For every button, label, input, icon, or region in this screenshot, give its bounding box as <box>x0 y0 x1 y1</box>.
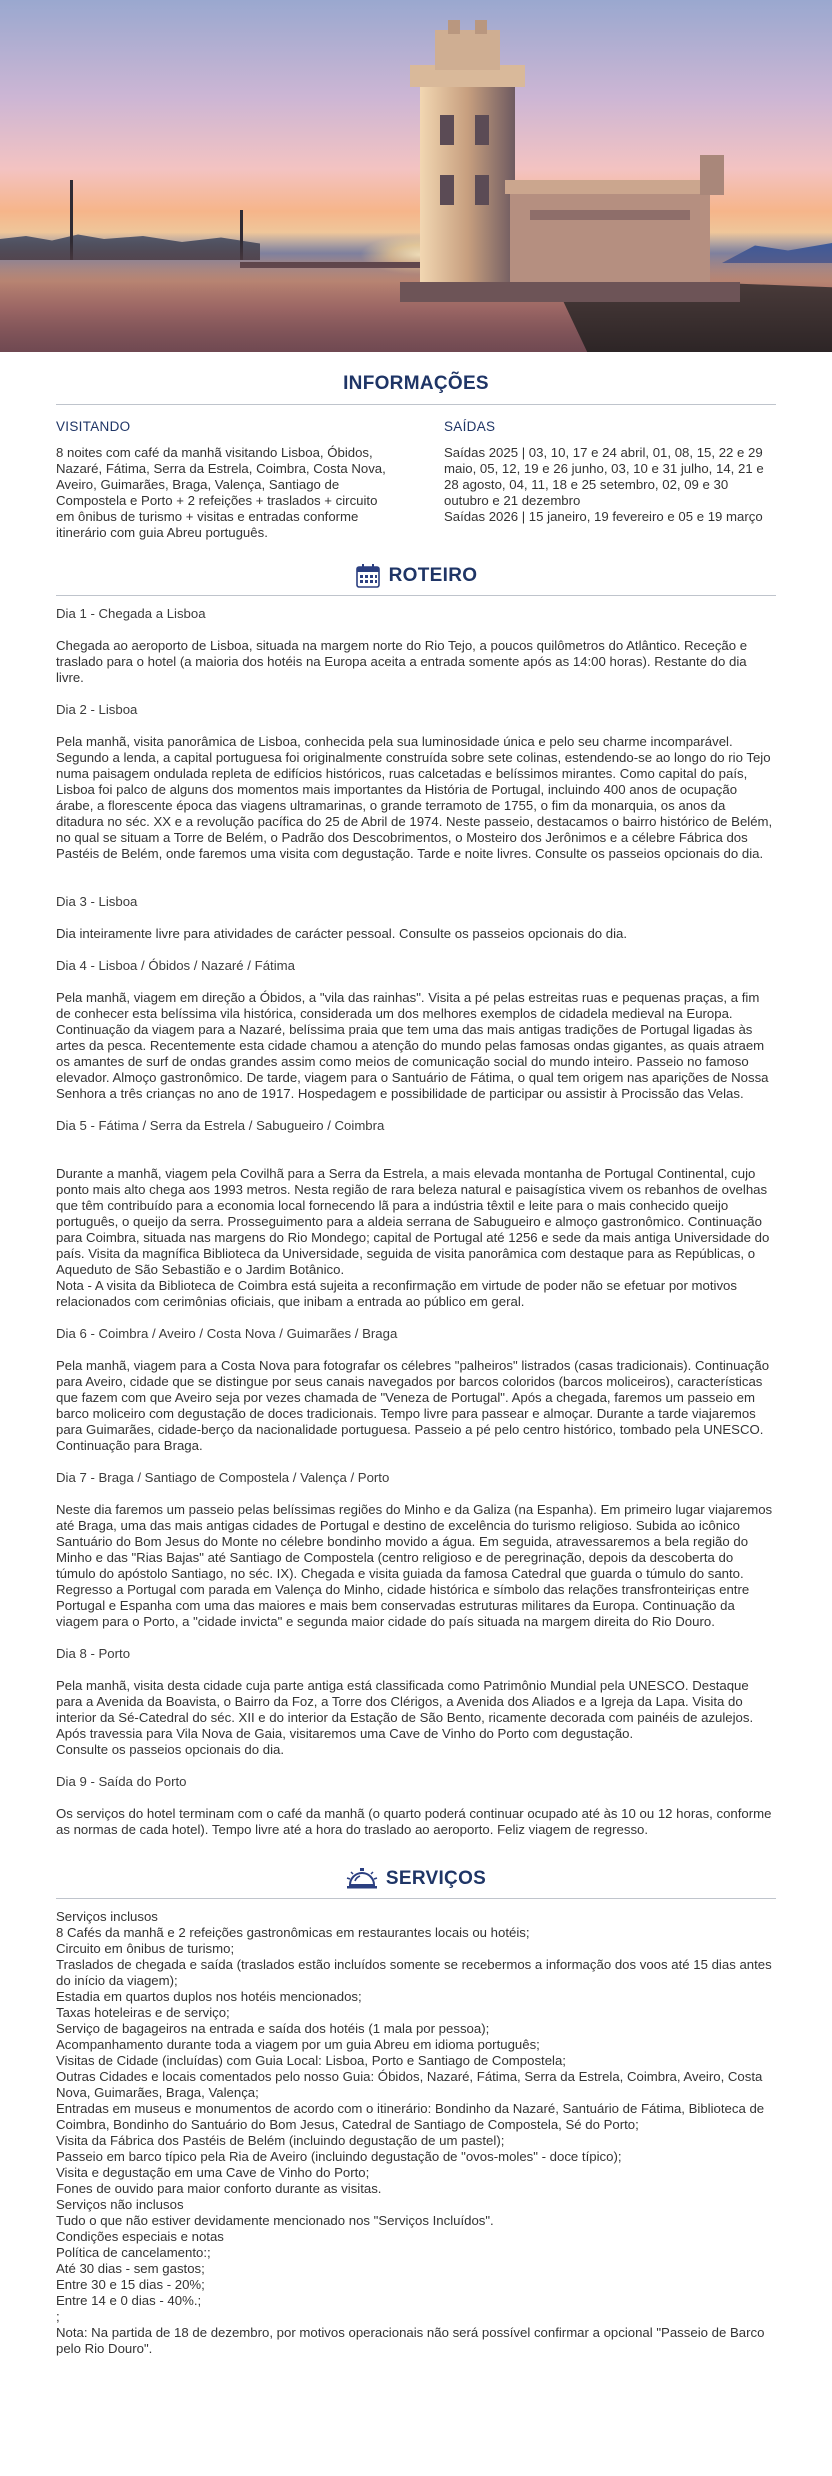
day-text: Pela manhã, visita desta cidade cuja parte antiga está classificada como Patrimônio Mundial pela UNESCO. Destaque para a Avenida da Boavista, o Bairro da Foz, a Torre dos Clérigos, a Avenida dos Aliados e a Igreja da Lapa. Visita do interior da Sé-Catedral do séc. XII e do interior da Estação de São Bento, ricamente decorada com painéis de azulejos. Após travessia para Vila Nova de Gaia, visitaremos uma Cave de Vinho do Porto com degustação. Consulte os passeios opcionais do dia. <box>56 1678 754 1757</box>
day-text: Pela manhã, viagem em direção a Óbidos, a "vila das rainhas". Visita a pé pelas estreitas ruas e pequenas praças, a fim de conhecer esta belíssima vila histórica, considerada um dos melhores exemplos de cidadela medieval na Europa. Continuação da viagem para a Nazaré, belíssima praia que tem uma das mais antigas tradições de Portugal ligadas às artes da pesca. Recentemente esta cidade chamou a atenção do mundo pelas famosas ondas gigantes, as quais atraem os amantes de surf de ondas grandes assim como meios de comunicação social do mundo inteiro. Passeio no famoso elevador. Almoço gastronômico. De tarde, viagem para o Santuário de Fátima, o qual tem origem nas aparições de Nossa Senhora a três crianças no ano de 1917. Hospedagem e possibilidade de participar ou assistir à Procissão das Velas. <box>56 990 769 1101</box>
departures-column <box>444 419 776 541</box>
visiting-heading: VISITANDO <box>56 419 131 434</box>
day-title: Dia 1 - Chegada a Lisboa <box>56 606 206 621</box>
service-bell-icon <box>346 1866 378 1892</box>
day-title: Dia 9 - Saída do Porto <box>56 1774 187 1789</box>
belem-tower-illustration <box>400 20 760 320</box>
visiting-column <box>56 419 388 541</box>
itinerary-header <box>56 541 776 596</box>
day-title: Dia 5 - Fátima / Serra da Estrela / Sabugueiro / Coimbra <box>56 1118 385 1133</box>
day-title: Dia 8 - Porto <box>56 1646 131 1661</box>
info-header <box>56 352 776 405</box>
departures-text-2025: Saídas 2025 | 03, 10, 17 e 24 abril, 01, 08, 15, 22 e 29 maio, 05, 12, 19 e 26 junho, 03, 10 e 31 julho, 14, 21 e 28 agosto, 04, 11, 18 e 25 setembro, 02, 09 e 30 outubro e 21 dezembro <box>444 445 764 508</box>
services-title: SERVIÇOS <box>385 1868 487 1889</box>
day-text: Pela manhã, visita panorâmica de Lisboa, conhecida pela sua luminosidade única e pelo seu charme incomparável. Segundo a lenda, a capital portuguesa foi originalmente construída sobre sete colinas, estendendo-se ao longo do rio Tejo numa paisagem ondulada repleta de edifícios históricos, ruas calcetadas e belíssimos mirantes. Como capital do país, Lisboa foi palco de alguns dos momentos mais importantes da História de Portugal, incluindo 400 anos de ocupação árabe, a florescente época das viagens ultramarinas, o grande terramoto de 1755, o fim da monarquia, os anos da ditadura no séc. XX e a revolução pacífica do 25 de Abril de 1974. Neste passeio, destacamos o bairro histórico de Belém, no qual se situam a Torre de Belém, o Padrão dos Descobrimentos, o Mosteiro dos Jerônimos e a célebre Fábrica dos Pastéis de Belém, onde faremos uma visita com degustação. Tarde e noite livres. Consulte os passeios opcionais do dia. <box>56 734 773 861</box>
day-title: Dia 3 - Lisboa <box>56 894 138 909</box>
hero-image <box>0 0 832 352</box>
day-text: Dia inteiramente livre para atividades de carácter pessoal. Consulte os passeios opcionais do dia. <box>56 926 628 941</box>
day-title: Dia 2 - Lisboa <box>56 702 138 717</box>
day-title: Dia 4 - Lisboa / Óbidos / Nazaré / Fátima <box>56 958 295 973</box>
info-title: INFORMAÇÕES <box>343 373 489 394</box>
departures-heading: SAÍDAS <box>444 419 496 434</box>
day-title: Dia 7 - Braga / Santiago de Compostela / Valença / Porto <box>56 1470 390 1485</box>
itinerary-list <box>56 606 776 1838</box>
day-text: Pela manhã, viagem para a Costa Nova para fotografar os célebres "palheiros" listrados (casas tradicionais). Continuação para Aveiro, cidade que se distingue por seus canais navegados por barcos coloridos (barcos moliceiros), características que fazem com que Aveiro seja por vezes chamada de "Veneza de Portugal". Após a chegada, faremos um passeio em barco moliceiro com degustação de doces tradicionais. Tempo livre para passear e almoçar. Durante a tarde viajaremos para Guimarães, cidade-berço da nacionalidade portuguesa. Passeio a pé pelo centro histórico, tombado pela UNESCO. Continuação para Braga. <box>56 1358 770 1453</box>
day-title: Dia 6 - Coimbra / Aveiro / Costa Nova / Guimarães / Braga <box>56 1326 398 1341</box>
itinerary-title: ROTEIRO <box>388 565 478 586</box>
visiting-text: 8 noites com café da manhã visitando Lisboa, Óbidos, Nazaré, Fátima, Serra da Estrela, Coimbra, Costa Nova, Aveiro, Guimarães, Braga, Valença, Santiago de Compostela e Porto + 2 refeições + traslados + circuito em ônibus de turismo + visitas e entradas conforme itinerário com guia Abreu português. <box>56 445 386 540</box>
calendar-icon <box>355 563 381 589</box>
services-text: Serviços inclusos 8 Cafés da manhã e 2 refeições gastronômicas em restaurantes locais ou hotéis; Circuito em ônibus de turismo; Traslados de chegada e saída (traslados estão incluídos somente se recebermos a informação dos voos até 15 dias antes do início da viagem); Estadia em quartos duplos nos hotéis mencionados; Taxas hoteleiras e de serviço; Serviço de bagageiros na entrada e saída dos hotéis (1 mala por pessoa); Acompanhamento durante toda a viagem por um guia Abreu em idioma português; Visitas de Cidade (incluídas) com Guia Local: Lisboa, Porto e Santiago de Compostela; Outras Cidades e locais comentados pelo nosso Guia: Óbidos, Nazaré, Fátima, Serra da Estrela, Coimbra, Aveiro, Costa Nova, Guimarães, Braga, Valença; Entradas em museus e monumentos de acordo com o itinerário: Bondinho da Nazaré, Santuário de Fátima, Biblioteca de Coimbra, Bondinho do Santuário do Bom Jesus, Catedral de Santiago de Compostela, Sé do Porto; Visita da Fábrica dos Pastéis de Belém (incluindo degustação de um pastel); Passeio em barco típico pela Ria de Aveiro (incluindo degustação de "ovos-moles" - doce típico); Visita e degustação em uma Cave de Vinho do Porto; Fones de ouvido para maior conforto durante as visitas. Serviços não inclusos Tudo o que não estiver devidamente mencionado nos "Serviços Incluídos". Condições especiais e notas Política de cancelamento:; Até 30 dias - sem gastos; Entre 30 e 15 dias - 20%; Entre 14 e 0 dias - 40%.; ; Nota: Na partida de 18 de dezembro, por motivos operacionais não será possível confirmar a opcional "Passeio de Barco pelo Rio Douro". <box>56 1909 772 2356</box>
day-text: Durante a manhã, viagem pela Covilhã para a Serra da Estrela, a mais elevada montanha de Portugal Continental, cujo ponto mais alto chega aos 1993 metros. Nesta região de rara beleza natural e paisagística vivem os rebanhos de ovelhas que têm contribuído para a economia local fornecendo lã para a indústria têxtil e leite para o mais conhecido queijo português, o queijo da serra. Prosseguimento para a aldeia serrana de Sabugueiro e almoço gastronômico. Continuação para Coimbra, situada nas margens do Rio Mondego; capital de Portugal até 1256 e sede da mais antiga Universidade do país. Visita da magnífica Biblioteca da Universidade, seguida de visita panorâmica com destaque para as Repúblicas, o Aqueduto de São Sebastião e o Jardim Botânico. Nota - A visita da Biblioteca de Coimbra está sujeita a reconfirmação em virtude de poder não se efetuar por motivos relacionados com cerimônias oficiais, que inibam a entrada ao público em geral. <box>56 1166 770 1309</box>
day-text: Os serviços do hotel terminam com o café da manhã (o quarto poderá continuar ocupado até às 10 ou 12 horas, conforme as normas de cada hotel). Tempo livre até a hora do traslado ao aeroporto. Feliz viagem de regresso. <box>56 1806 772 1837</box>
services-header <box>56 1844 776 1899</box>
day-text: Neste dia faremos um passeio pelas belíssimas regiões do Minho e da Galiza (na Espanha). Em primeiro lugar viajaremos até Braga, uma das mais antigas cidades de Portugal e destino de excelência do turismo religioso. Subida ao icônico Santuário do Bom Jesus do Monte no célebre bondinho movido a água. Em seguida, atravessaremos a bela região do Minho e das "Rias Bajas" até Santiago de Compostela (centro religioso e de peregrinação, depois da descoberta do túmulo do apóstolo Santiago, no séc. IX). Chegada e visita guiada da famosa Catedral que guarda o túmulo do santo. Regresso a Portugal com parada em Valença do Minho, cidade histórica e símbolo das relações transfronteiriças entre Portugal e Espanha com uma das maiores e mais bem conservadas estruturas militares da Europa. Continuação da viagem para o Porto, a "cidade invicta" e segunda maior cidade do país situada na margem direita do Rio Douro. <box>56 1502 773 1629</box>
day-text: Chegada ao aeroporto de Lisboa, situada na margem norte do Rio Tejo, a poucos quilômetros do Atlântico. Receção e traslado para o hotel (a maioria dos hotéis na Europa aceita a entrada somente após as 14:00 horas). Restante do dia livre. <box>56 638 748 685</box>
info-columns <box>56 419 776 541</box>
departures-text-2026: Saídas 2026 | 15 janeiro, 19 fevereiro e 05 e 19 março <box>444 509 763 524</box>
